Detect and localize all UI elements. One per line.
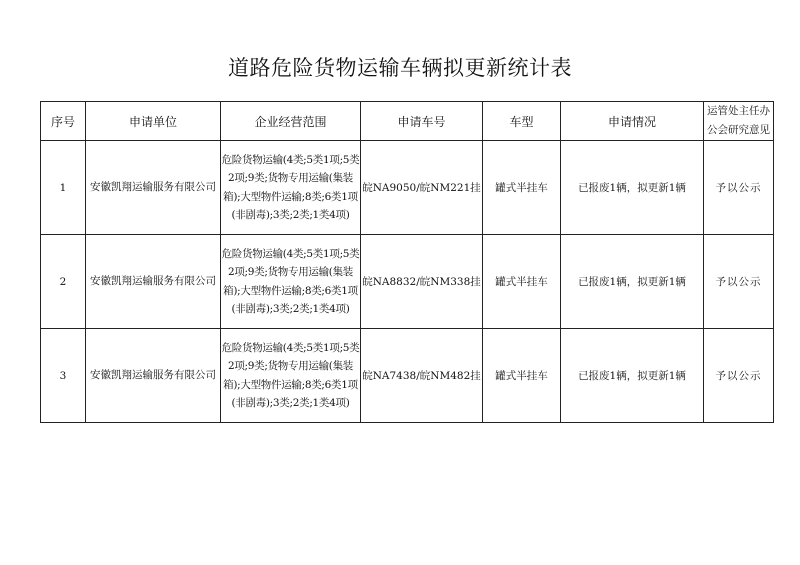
cell-opinion: 予以公示 xyxy=(704,329,774,423)
header-unit: 申请单位 xyxy=(86,102,221,141)
document-title: 道路危险货物运输车辆拟更新统计表 xyxy=(228,56,572,80)
cell-scope: 危险货物运输(4类;5类1项;5类2项;9类;货物专用运输(集装箱);大型物件运输;8类;6类1项(非剧毒);3类;2类;1类4项) xyxy=(221,235,361,329)
header-status: 申请情况 xyxy=(561,102,704,141)
header-scope: 企业经营范围 xyxy=(221,102,361,141)
header-opinion-line1: 运管处主任办 xyxy=(707,105,770,117)
cell-vehicle-type: 罐式半挂车 xyxy=(483,141,561,235)
cell-plate: 皖NA7438/皖NM482挂 xyxy=(361,329,483,423)
cell-plate: 皖NA8832/皖NM338挂 xyxy=(361,235,483,329)
table-row xyxy=(41,141,774,235)
cell-unit: 安徽凯翔运输服务有限公司 xyxy=(86,141,221,235)
cell-opinion: 予以公示 xyxy=(704,141,774,235)
header-opinion xyxy=(704,102,774,141)
cell-opinion: 予以公示 xyxy=(704,235,774,329)
cell-seq: 1 xyxy=(41,141,86,235)
header-opinion-line2: 公会研究意见 xyxy=(707,124,770,136)
cell-scope: 危险货物运输(4类;5类1项;5类2项;9类;货物专用运输(集装箱);大型物件运输;8类;6类1项(非剧毒);3类;2类;1类4项) xyxy=(221,329,361,423)
cell-seq: 2 xyxy=(41,235,86,329)
table-row xyxy=(41,235,774,329)
cell-plate: 皖NA9050/皖NM221挂 xyxy=(361,141,483,235)
cell-unit: 安徽凯翔运输服务有限公司 xyxy=(86,329,221,423)
cell-status: 已报废1辆，拟更新1辆 xyxy=(561,329,704,423)
cell-vehicle-type: 罐式半挂车 xyxy=(483,235,561,329)
cell-unit: 安徽凯翔运输服务有限公司 xyxy=(86,235,221,329)
header-plate: 申请车号 xyxy=(361,102,483,141)
vehicle-update-table xyxy=(40,101,774,423)
cell-seq: 3 xyxy=(41,329,86,423)
cell-scope: 危险货物运输(4类;5类1项;5类2项;9类;货物专用运输(集装箱);大型物件运输;8类;6类1项(非剧毒);3类;2类;1类4项) xyxy=(221,141,361,235)
cell-status: 已报废1辆，拟更新1辆 xyxy=(561,235,704,329)
header-vehicle-type: 车型 xyxy=(483,102,561,141)
table-row xyxy=(41,329,774,423)
header-row xyxy=(41,102,774,141)
cell-status: 已报废1辆，拟更新1辆 xyxy=(561,141,704,235)
cell-vehicle-type: 罐式半挂车 xyxy=(483,329,561,423)
header-seq: 序号 xyxy=(41,102,86,141)
